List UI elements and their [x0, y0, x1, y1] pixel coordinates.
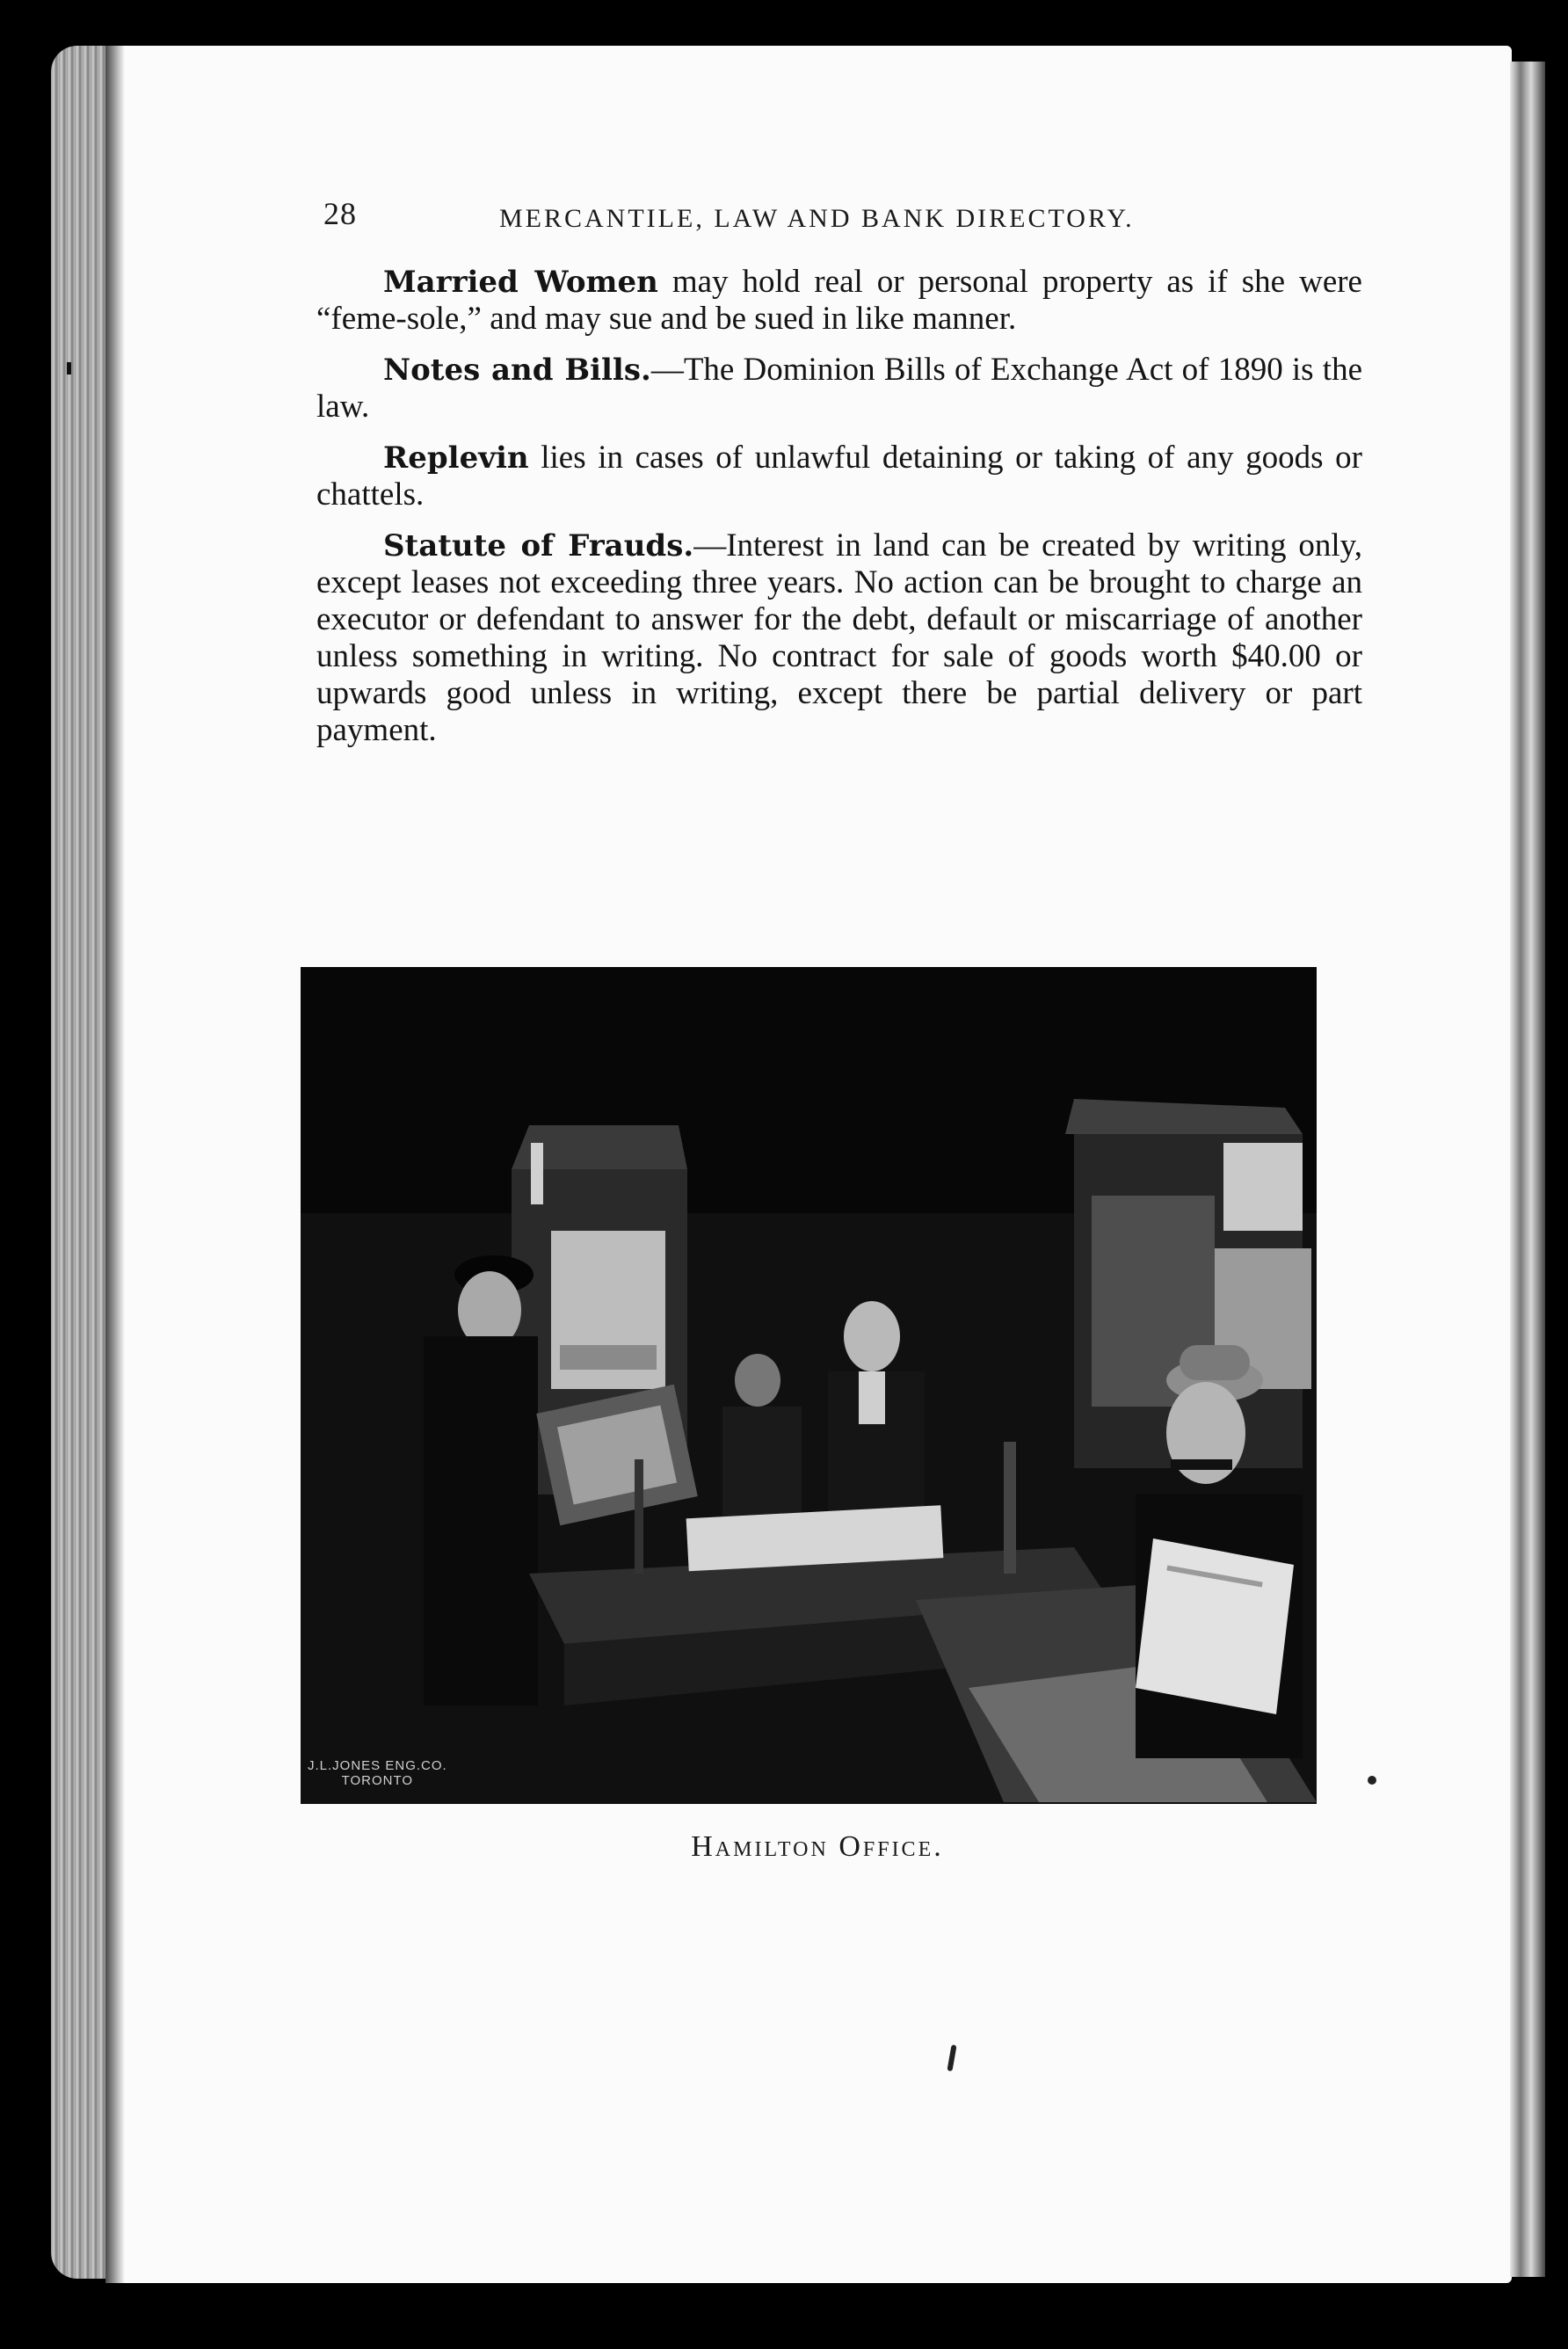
paragraph-replevin [316, 440, 1362, 513]
paragraph-married-women [316, 264, 1362, 338]
engraver-line2: TORONTO [341, 1773, 414, 1788]
paragraph-text: —The Dominion Bills of Exchange Act of 1890 is the law. [316, 352, 1362, 425]
paragraph-statute-of-frauds [316, 527, 1362, 749]
paragraph-text: —Interest in land can be created by writing only, except leases not exceeding three years. No action can be brought to charge an executor or defendant to answer for the debt, default or miscarriage of another unless something in writing. No contract for sale of goods worth $40.00 or upwards good unless in writing, except there be partial delivery or part payment. [316, 527, 1362, 748]
margin-dot [1368, 1776, 1376, 1785]
paragraph-text: lies in cases of unlawful detaining or taking of any goods or chattels. [316, 440, 1362, 513]
term-married-women: Married Women [383, 265, 658, 300]
right-page-edge [1510, 62, 1545, 2277]
term-notes-and-bills: Notes and Bills. [383, 353, 651, 388]
page-number: 28 [323, 196, 357, 231]
photo-scene [301, 967, 1317, 1804]
edge-mark [67, 362, 71, 375]
book-page-edges [51, 46, 113, 2279]
body-text [316, 264, 1362, 763]
paragraph-notes-and-bills [316, 352, 1362, 425]
term-statute-of-frauds: Statute of Frauds. [383, 528, 694, 564]
paragraph-text: may hold real or personal property as if she were “feme-sole,” and may sue and be sued in like manner. [316, 264, 1362, 337]
office-photograph [301, 967, 1317, 1804]
term-replevin: Replevin [383, 440, 529, 476]
engraver-credit [308, 1758, 447, 1788]
running-head: MERCANTILE, LAW AND BANK DIRECTORY. [499, 204, 1135, 233]
photo-caption: Hamilton Office. [691, 1830, 944, 1863]
page-header [323, 195, 1202, 239]
gutter-shadow [105, 46, 125, 2283]
engraver-line1: J.L.JONES ENG.CO. [308, 1758, 447, 1773]
